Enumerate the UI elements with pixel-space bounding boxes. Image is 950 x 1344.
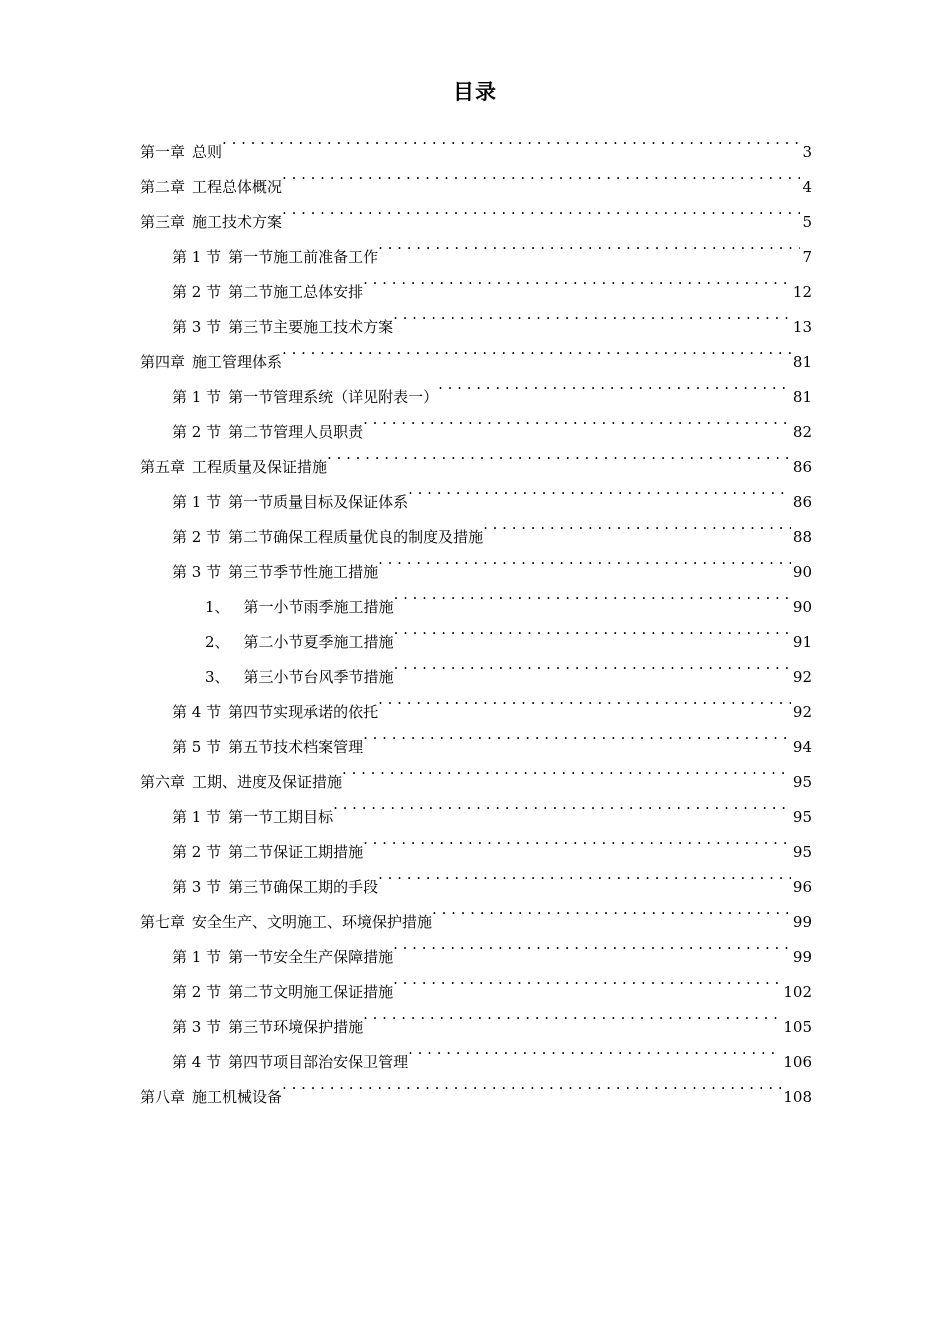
toc-page-number: 96 (792, 878, 812, 896)
toc-page-number: 99 (792, 913, 812, 931)
toc-entry-number: 第 2 节 (172, 843, 222, 861)
toc-entry-number: 第 2 节 (172, 983, 222, 1001)
toc-entry-number: 第 1 节 (172, 808, 222, 826)
toc-entry-title: 第一节工期目标 (228, 808, 334, 826)
toc-entry-label (172, 485, 408, 520)
toc-entry-number: 第 1 节 (172, 948, 222, 966)
toc-entry-title: 工程质量及保证措施 (192, 458, 328, 476)
toc-entry-label (140, 765, 342, 800)
toc-page-number: 90 (792, 598, 812, 616)
toc-page-number: 86 (792, 458, 812, 476)
toc-entry-number: 2、 (205, 633, 230, 651)
dot-leader (394, 612, 791, 647)
toc-entry-title: 第二节文明施工保证措施 (228, 983, 394, 1001)
toc-page-number: 88 (792, 528, 812, 546)
toc-entry-title: 第三节环境保护措施 (228, 1018, 364, 1036)
toc-entry-number: 第 2 节 (172, 528, 222, 546)
dot-leader (342, 752, 791, 787)
toc-entry-label (172, 1010, 363, 1045)
dot-leader (378, 857, 791, 892)
toc-entry-title: 第三小节台风季节措施 (243, 668, 394, 686)
toc-page-number: 90 (792, 563, 812, 581)
toc-entry-label (172, 835, 363, 870)
toc-page-number: 86 (792, 493, 812, 511)
toc-entry-number: 第 3 节 (172, 878, 222, 896)
dot-leader (363, 402, 791, 437)
toc-entry-number: 第 3 节 (172, 563, 222, 581)
table-of-contents (140, 122, 812, 1106)
toc-entry-number: 第 5 节 (172, 738, 222, 756)
toc-entry-title: 第二小节夏季施工措施 (243, 633, 394, 651)
toc-entry-number: 第 3 节 (172, 318, 222, 336)
toc-page-number: 13 (792, 318, 812, 336)
dot-leader (363, 717, 791, 752)
toc-page-number: 92 (792, 703, 812, 721)
toc-entry-label (140, 905, 432, 940)
toc-entry-label (172, 975, 393, 1010)
toc-entry-number: 第六章 (140, 773, 186, 791)
toc-entry-title: 工期、进度及保证措施 (192, 773, 343, 791)
toc-page-number: 105 (783, 1018, 812, 1036)
toc-page-number: 99 (792, 948, 812, 966)
dot-leader (394, 647, 791, 682)
dot-leader (363, 822, 791, 857)
dot-leader (282, 192, 800, 227)
toc-entry-number: 第一章 (140, 143, 186, 161)
dot-leader (327, 437, 791, 472)
toc-entry-title: 第三节季节性施工措施 (228, 563, 379, 581)
toc-entry-label (172, 695, 378, 730)
toc-entry-title: 第一节管理系统（详见附表一） (228, 388, 439, 406)
toc-entry-label (172, 240, 378, 275)
toc-entry-label (205, 625, 394, 660)
toc-entry[interactable] (140, 122, 812, 161)
toc-entry-number: 第 3 节 (172, 1018, 222, 1036)
toc-page-number: 7 (802, 248, 812, 266)
toc-entry-title: 施工机械设备 (192, 1088, 283, 1106)
toc-entry[interactable] (140, 157, 812, 196)
toc-entry-title: 第一小节雨季施工措施 (243, 598, 394, 616)
toc-entry-label (140, 1080, 282, 1115)
toc-entry-title: 工程总体概况 (192, 178, 283, 196)
toc-page-number: 81 (792, 353, 812, 371)
toc-entry-number: 第 4 节 (172, 1053, 222, 1071)
toc-entry-number: 第五章 (140, 458, 186, 476)
page-title: 目录 (453, 80, 497, 104)
toc-entry-title: 第五节技术档案管理 (228, 738, 364, 756)
toc-entry-title: 第一节施工前准备工作 (228, 248, 379, 266)
dot-leader (282, 332, 791, 367)
dot-leader (483, 507, 791, 542)
toc-entry-number: 第 1 节 (172, 248, 222, 266)
toc-entry-title: 第三节主要施工技术方案 (228, 318, 394, 336)
toc-entry-title: 第一节安全生产保障措施 (228, 948, 394, 966)
toc-entry-title: 第四节实现承诺的依托 (228, 703, 379, 721)
dot-leader (282, 1067, 781, 1102)
toc-entry-number: 第七章 (140, 913, 186, 931)
toc-entry-label (172, 800, 333, 835)
toc-entry-label (140, 345, 282, 380)
toc-entry-title: 第二节保证工期措施 (228, 843, 364, 861)
toc-page-number: 106 (783, 1053, 812, 1071)
toc-entry-title: 第二节施工总体安排 (228, 283, 364, 301)
toc-page-number: 95 (792, 773, 812, 791)
dot-leader (393, 297, 791, 332)
dot-leader (282, 157, 800, 192)
dot-leader (333, 787, 791, 822)
toc-page-number: 4 (802, 178, 812, 196)
toc-page-number: 3 (802, 143, 812, 161)
dot-leader (378, 682, 791, 717)
toc-entry-number: 1、 (205, 598, 230, 616)
toc-page-number: 95 (792, 808, 812, 826)
toc-page-number: 12 (792, 283, 812, 301)
toc-page-number: 82 (792, 423, 812, 441)
dot-leader (378, 542, 791, 577)
toc-page-number: 92 (792, 668, 812, 686)
toc-entry-number: 第八章 (140, 1088, 186, 1106)
toc-page-number: 91 (792, 633, 812, 651)
dot-leader (378, 227, 800, 262)
toc-entry-number: 第 2 节 (172, 283, 222, 301)
dot-leader (438, 367, 791, 402)
toc-entry-title: 施工管理体系 (192, 353, 283, 371)
toc-entry-title: 施工技术方案 (192, 213, 283, 231)
toc-entry-label (140, 135, 222, 170)
toc-entry-label (172, 870, 378, 905)
toc-entry-label (172, 555, 378, 590)
toc-entry-label (205, 660, 394, 695)
toc-entry-number: 第 4 节 (172, 703, 222, 721)
toc-entry-number: 3、 (205, 668, 230, 686)
toc-page-number: 108 (783, 1088, 812, 1106)
toc-page-number: 81 (792, 388, 812, 406)
toc-entry-number: 第二章 (140, 178, 186, 196)
toc-entry-label (205, 590, 394, 625)
dot-leader (408, 472, 791, 507)
toc-entry-title: 第四节项目部治安保卫管理 (228, 1053, 409, 1071)
toc-entry-label (172, 940, 393, 975)
toc-page-number: 5 (802, 213, 812, 231)
toc-entry-title: 第二节管理人员职责 (228, 423, 364, 441)
toc-page-number: 95 (792, 843, 812, 861)
toc-entry-title: 总则 (192, 143, 223, 161)
toc-entry-label (140, 205, 282, 240)
dot-leader (222, 122, 800, 157)
dot-leader (363, 997, 781, 1032)
dot-leader (394, 577, 791, 612)
toc-entry-title: 第三节确保工期的手段 (228, 878, 379, 896)
toc-entry-label (172, 275, 363, 310)
toc-entry-title: 安全生产、文明施工、环境保护措施 (192, 913, 433, 931)
toc-page-number: 94 (792, 738, 812, 756)
toc-entry-number: 第三章 (140, 213, 186, 231)
dot-leader (363, 262, 791, 297)
toc-entry-label (140, 450, 327, 485)
toc-entry-label (172, 730, 363, 765)
toc-entry-label (140, 170, 282, 205)
toc-entry-title: 第二节确保工程质量优良的制度及措施 (228, 528, 484, 546)
toc-entry-number: 第四章 (140, 353, 186, 371)
dot-leader (432, 892, 791, 927)
toc-entry-number: 第 1 节 (172, 388, 222, 406)
toc-page-number: 102 (783, 983, 812, 1001)
dot-leader (393, 927, 791, 962)
toc-entry-title: 第一节质量目标及保证体系 (228, 493, 409, 511)
dot-leader (408, 1032, 781, 1067)
toc-entry-number: 第 2 节 (172, 423, 222, 441)
dot-leader (393, 962, 781, 997)
toc-entry-number: 第 1 节 (172, 493, 222, 511)
